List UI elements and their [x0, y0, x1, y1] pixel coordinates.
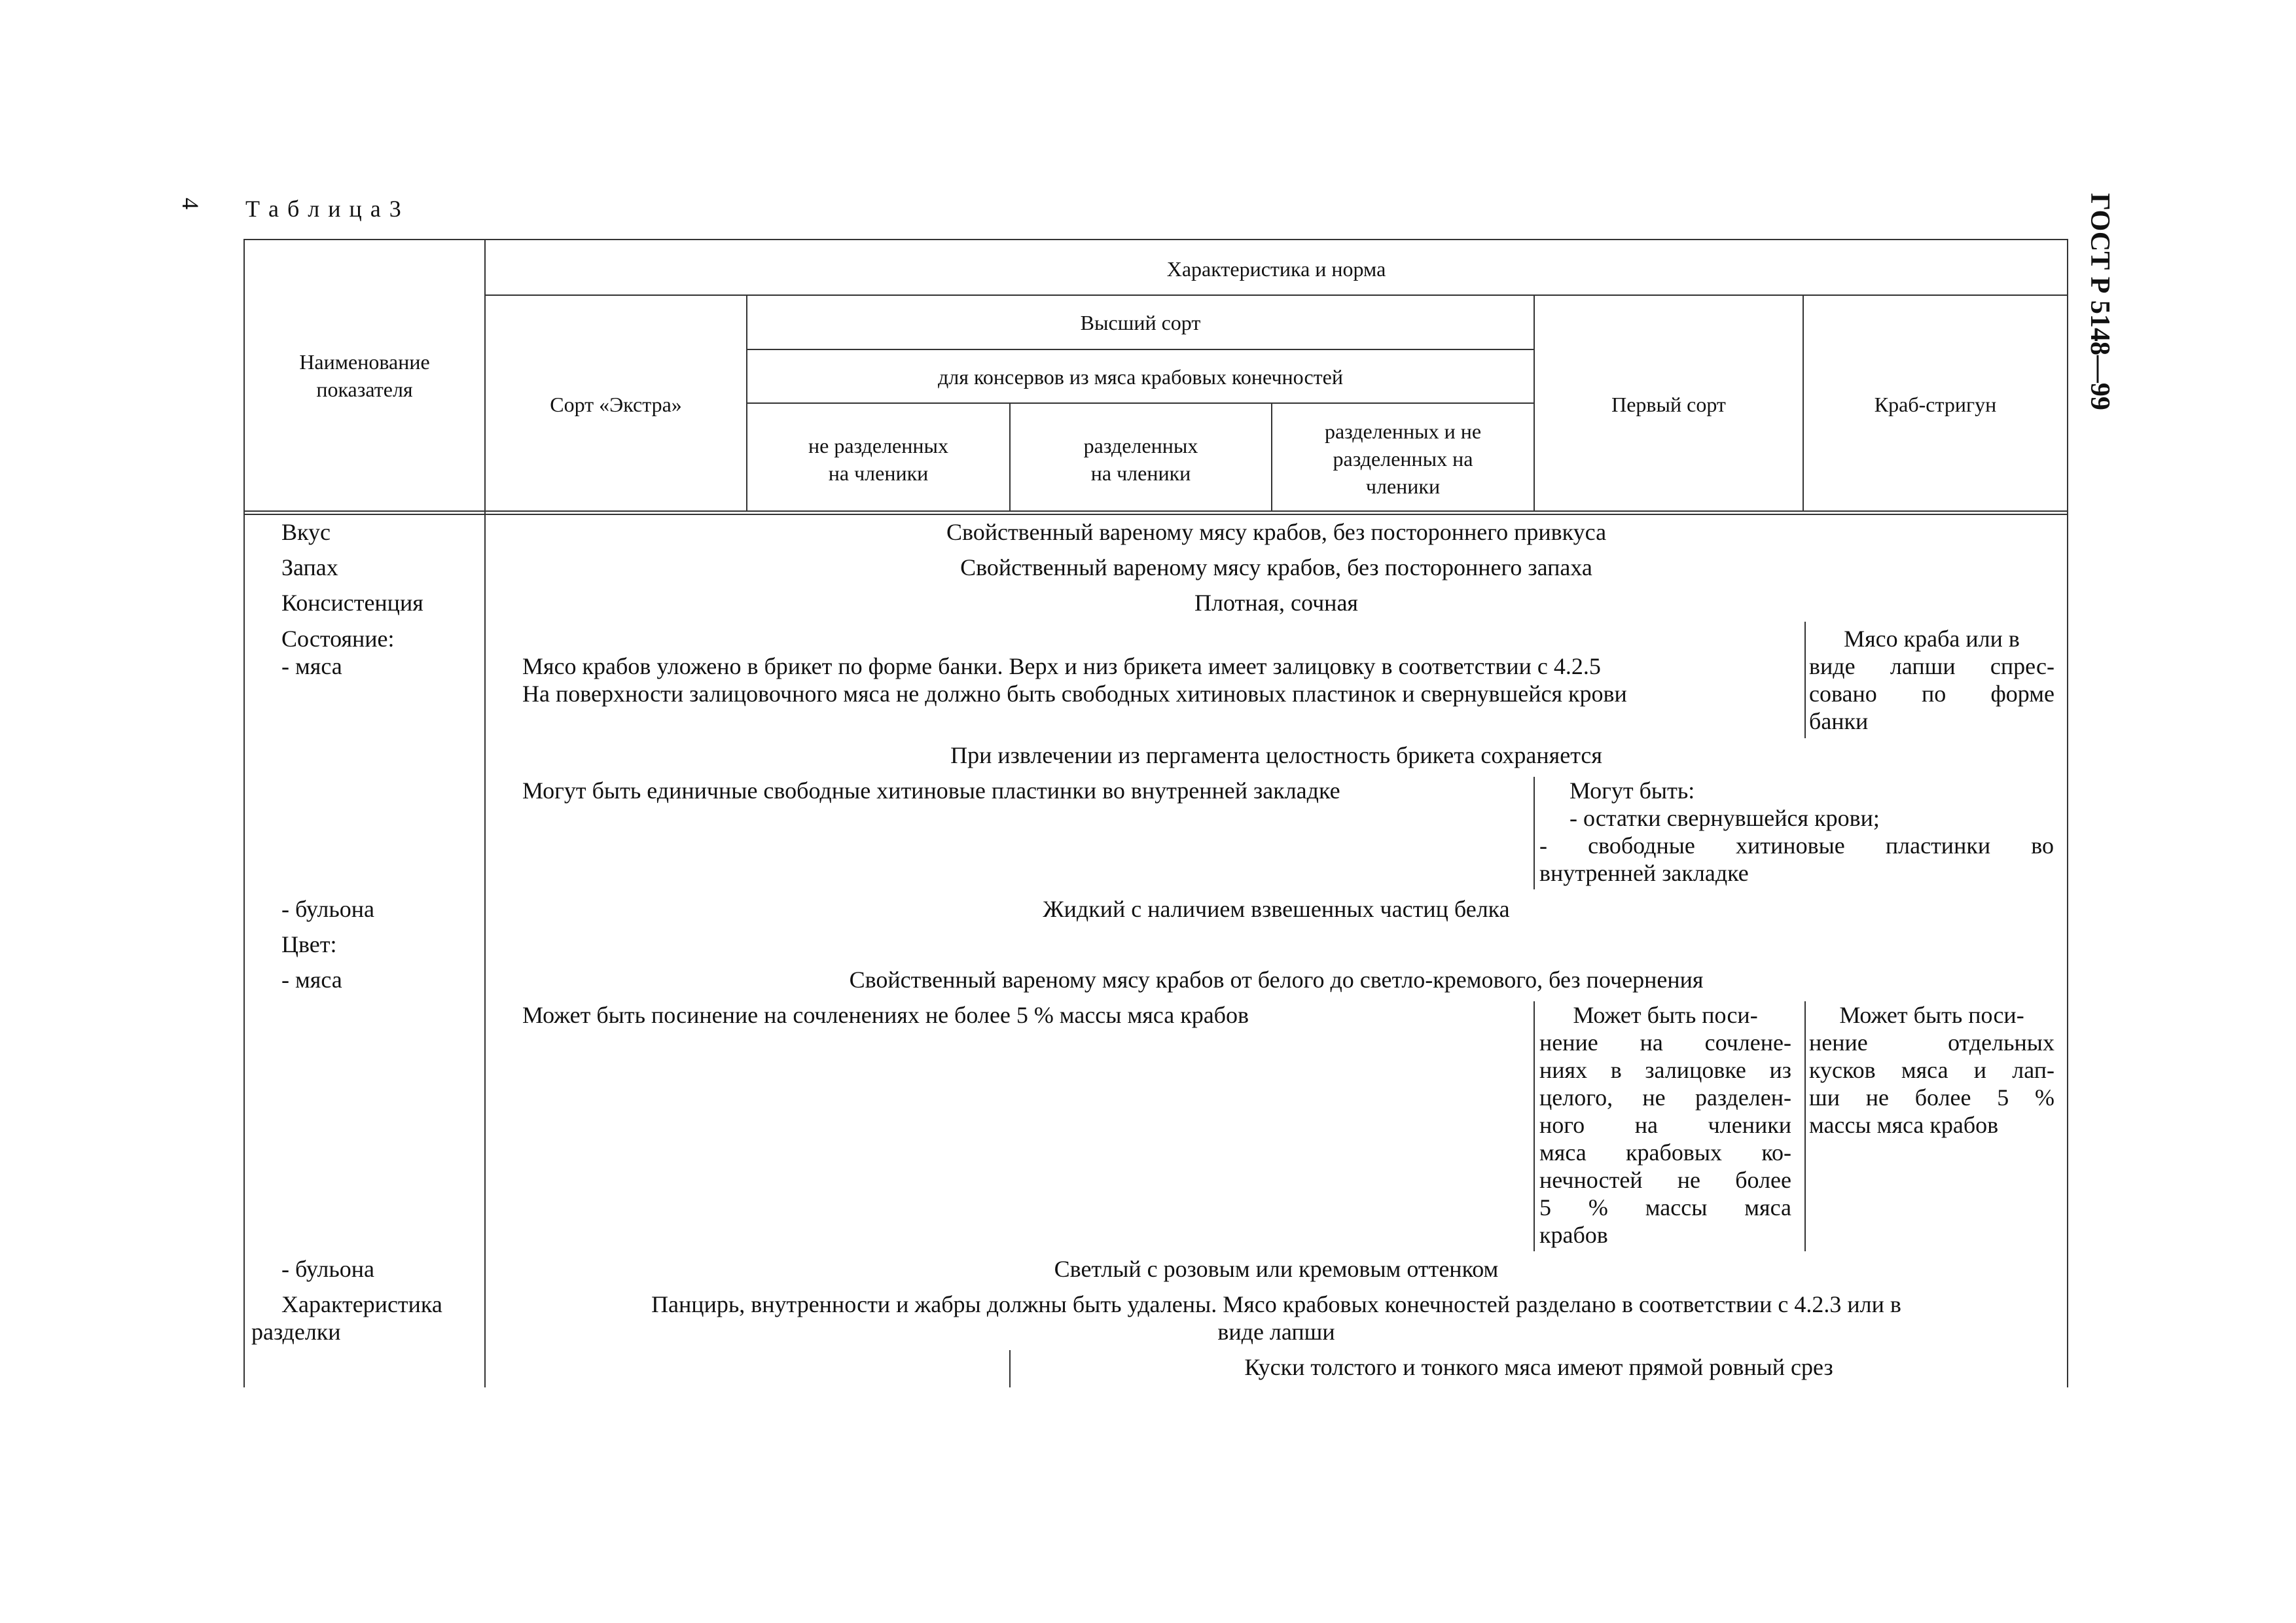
label-consistency: Консистенция	[281, 590, 423, 616]
value-color-blue: Может быть посинение на сочленениях не более 5 % массы мяса крабов	[522, 1002, 1249, 1028]
label-state-meat: - мяса	[281, 653, 342, 679]
header-both: разделенных и не разделенных на членики	[1324, 419, 1482, 498]
label-state: Состояние:	[281, 626, 395, 652]
value-cut: Куски толстого и тонкого мяса имеют прямой ровный срез	[1244, 1354, 1833, 1380]
value-chitin: Могут быть единичные свободные хитиновые пластинки во внутренней закладке	[522, 777, 1340, 804]
header-canned: для консервов из мяса крабовых конечностей	[938, 365, 1343, 389]
value-color-broth: Светлый с розовым или кремовым оттенком	[1054, 1256, 1499, 1282]
label-color: Цвет:	[281, 931, 337, 957]
value-first-blue: Может быть поси- нение на сочлене- ниях в залицовке из целого, не разделен- ного на членики мяса крабовых ко- нечностей не более 5 % массы мяса крабов	[1539, 1002, 1791, 1248]
header-indicator-name: Наименование показателя	[299, 350, 430, 401]
header-characteristic: Характеристика и норма	[1166, 257, 1386, 281]
label-cutting: Характеристика разделки	[251, 1291, 442, 1345]
page-number: 4	[177, 198, 204, 209]
standard-label: ГОСТ Р 5148—99	[2085, 193, 2115, 410]
header-crab: Краб-стригун	[1874, 393, 1997, 416]
value-state-meat: Мясо крабов уложено в брикет по форме банки. Верх и низ брикета имеет залицовку в соответствии с 4.2.5 На поверхности залицовочного мяса не должно быть свободных хитиновых пластинок и свернувшейся крови	[522, 653, 1627, 707]
value-consistency: Плотная, сочная	[1194, 590, 1358, 616]
header-extra: Сорт «Экстра»	[550, 393, 682, 416]
label-taste: Вкус	[281, 519, 331, 545]
value-color-meat: Свойственный вареному мясу крабов от белого до светло-кремового, без почернения	[849, 967, 1704, 993]
header-highest: Высший сорт	[1080, 311, 1201, 334]
value-state-meat-crab: Мясо краба или в виде лапши спрес- совано по форме банки	[1809, 626, 2054, 734]
value-crab-blue: Может быть поси- нение отдельных кусков мяса и лап- ши не более 5 % массы мяса крабов	[1809, 1002, 2054, 1138]
value-smell: Свойственный вареному мясу крабов, без постороннего запаха	[960, 554, 1592, 580]
label-color-broth: - бульона	[281, 1256, 374, 1282]
header-divided: разделенных на членики	[1083, 434, 1198, 485]
label-smell: Запах	[281, 554, 338, 580]
value-taste: Свойственный вареному мясу крабов, без постороннего привкуса	[946, 519, 1607, 545]
table-caption: Т а б л и ц а 3	[245, 196, 403, 222]
header-not-divided: не разделенных на членики	[808, 434, 948, 485]
value-first-may: Могут быть: - остатки свернувшейся крови; - свободные хитиновые пластинки во внутренней закладке	[1539, 777, 2054, 886]
value-integrity: При извлечении из пергамента целостность брикета сохраняется	[950, 742, 1602, 768]
header-first: Первый сорт	[1611, 393, 1726, 416]
label-color-meat: - мяса	[281, 967, 342, 993]
value-cutting: Панцирь, внутренности и жабры должны быть удалены. Мясо крабовых конечностей разделано в соответствии с 4.2.3 или в виде лапши	[651, 1291, 1901, 1345]
label-state-broth: - бульона	[281, 896, 374, 922]
value-state-broth: Жидкий с наличием взвешенных частиц белка	[1043, 896, 1510, 922]
